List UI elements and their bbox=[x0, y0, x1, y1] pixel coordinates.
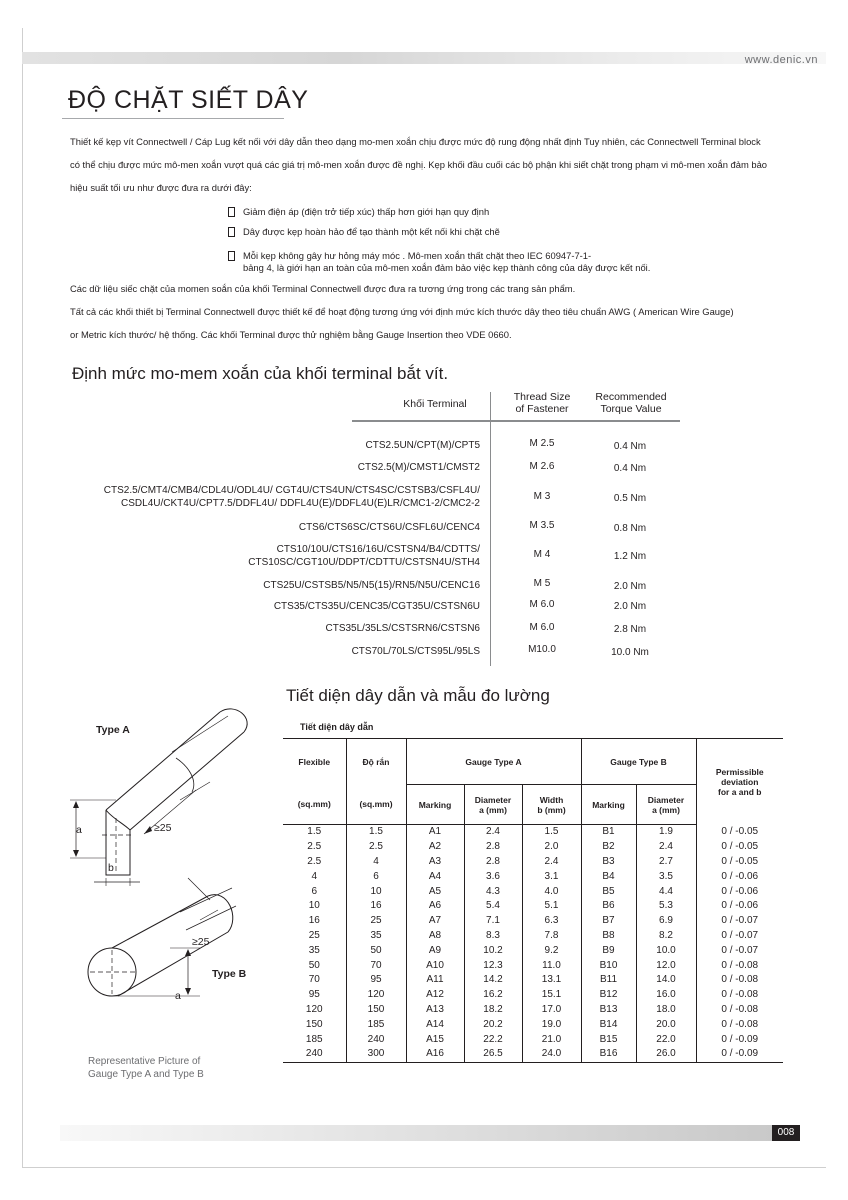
table-cell: 20.0 bbox=[636, 1017, 696, 1032]
table-cell: 185 bbox=[305, 1033, 323, 1045]
table-cell: 8.3 bbox=[464, 929, 522, 944]
table-cell: 70 bbox=[346, 958, 406, 973]
bullet-item: Mỗi kẹp không gây hư hỏng máy móc . Mô-men xoắn thất chặt theo IEC 60947-7-1- bảng 4, là giới hạn an toàn của mô-men xoắn đảm bảo việc kẹp thành công của dây được kết nối. bbox=[228, 250, 788, 274]
table-row bbox=[283, 884, 783, 899]
table-cell: 0 / -0.08 bbox=[696, 1017, 783, 1032]
intro-paragraph-1: Thiết kế kẹp vít Connectwell / Cáp Lug kết nối với dây dẫn theo dạng mo-men xoắn chịu được mức độ rung động nhất định Tuy nhiên, các Connectwell Terminal block có thể chịu được mức mô-men xoắn vượt quá các giá trị mô-men xoắn được đề nghị. Kẹp khối đầu cuối các bộ phận khi siết chặt trong phạm vi mô-men xoắn đảm bảo hiệu suất tối ưu như được đưa ra dưới đây: bbox=[70, 136, 768, 193]
torque-row-value: 0.5 Nm bbox=[613, 493, 647, 504]
table-cell: 4.3 bbox=[464, 884, 522, 899]
table-cell: 50 bbox=[346, 943, 406, 958]
torque-row-value: 2.0 Nm bbox=[613, 601, 647, 612]
table-cell: 95 bbox=[308, 989, 320, 1001]
table-cell: 2.5 bbox=[346, 840, 406, 855]
table-cell: B10 bbox=[581, 958, 636, 973]
table-cell: 0 / -0.06 bbox=[696, 899, 783, 914]
table-cell: B7 bbox=[581, 914, 636, 929]
table-cell: 12.3 bbox=[464, 958, 522, 973]
torque-row-terminal: CTS35L/35LS/CSTSRN6/CSTSN6 bbox=[325, 623, 480, 634]
table-row bbox=[283, 869, 783, 884]
bullet-item: Giảm điện áp (điện trở tiếp xúc) thấp hơn giới hạn quy định bbox=[228, 206, 788, 218]
table-cell: 6.3 bbox=[522, 914, 581, 929]
table-cell: 0 / -0.05 bbox=[696, 855, 783, 870]
table-cell: 3.6 bbox=[464, 869, 522, 884]
table-cell: 21.0 bbox=[522, 1032, 581, 1047]
intro-paragraph-3: Tất cả các khối thiết bị Terminal Connectwell được thiết kế để hoạt động tương ứng với định mức kích thước dây theo tiêu chuẩn AWG ( American Wire Gauge) or Metric kích thước/ hệ thống. Các khối Terminal được thử nghiệm bằng Gauge Insertion theo VDE 0660. bbox=[70, 306, 734, 340]
table-cell: 7.1 bbox=[464, 914, 522, 929]
table-cell: 19.0 bbox=[522, 1017, 581, 1032]
table-cell: 0 / -0.08 bbox=[696, 973, 783, 988]
page-title: ĐỘ CHẶT SIẾT DÂY bbox=[68, 86, 309, 114]
torque-section-title: Định mức mo-mem xoắn của khối terminal bắt vít. bbox=[72, 364, 449, 383]
table-row bbox=[283, 1047, 783, 1062]
table-cell: A4 bbox=[406, 869, 464, 884]
table-cell: A14 bbox=[406, 1017, 464, 1032]
gauge-table-body bbox=[283, 825, 783, 1063]
checkbox-icon bbox=[228, 227, 235, 237]
site-url: www.denic.vn bbox=[744, 54, 818, 66]
table-cell: A5 bbox=[406, 884, 464, 899]
table-cell: 16 bbox=[308, 915, 320, 927]
table-cell: 26.0 bbox=[636, 1047, 696, 1062]
table-cell: 70 bbox=[308, 974, 320, 986]
header-marking-b: Marking bbox=[581, 785, 636, 825]
torque-row-thread: M 3 bbox=[533, 491, 551, 502]
table-row bbox=[283, 1032, 783, 1047]
length-label-a: ≥25 bbox=[154, 822, 172, 834]
torque-row-value: 2.8 Nm bbox=[613, 624, 647, 635]
torque-row-value: 1.2 Nm bbox=[613, 551, 647, 562]
table-cell: B16 bbox=[581, 1047, 636, 1062]
table-cell: 4 bbox=[311, 870, 318, 882]
table-cell: B4 bbox=[581, 869, 636, 884]
table-cell: 0 / -0.07 bbox=[696, 929, 783, 944]
table-cell: 50 bbox=[308, 959, 320, 971]
table-cell: 22.2 bbox=[464, 1032, 522, 1047]
torque-row-value: 0.8 Nm bbox=[613, 523, 647, 534]
table-cell: 0 / -0.05 bbox=[696, 840, 783, 855]
table-cell: 2.7 bbox=[636, 855, 696, 870]
table-cell: B14 bbox=[581, 1017, 636, 1032]
type-a-label: Type A bbox=[96, 724, 130, 736]
table-cell: 17.0 bbox=[522, 1003, 581, 1018]
diagram-caption: Representative Picture of Gauge Type A and Type B bbox=[88, 1056, 204, 1080]
title-underline bbox=[62, 118, 284, 119]
table-cell: 6.9 bbox=[636, 914, 696, 929]
header-marking-a: Marking bbox=[406, 785, 464, 825]
table-cell: 16.2 bbox=[464, 988, 522, 1003]
torque-row-terminal: CTS2.5(M)/CMST1/CMST2 bbox=[357, 462, 480, 473]
page-number: 008 bbox=[772, 1125, 800, 1141]
table-cell: 14.0 bbox=[636, 973, 696, 988]
table-cell: 2.4 bbox=[636, 840, 696, 855]
table-cell: 185 bbox=[346, 1017, 406, 1032]
table-cell: 16.0 bbox=[636, 988, 696, 1003]
torque-row-terminal: CTS6/CTS6SC/CTS6U/CSFL6U/CENC4 bbox=[298, 522, 480, 533]
gauge-table bbox=[283, 738, 783, 1063]
header-width-a: Width b (mm) bbox=[522, 785, 581, 825]
torque-row-value: 0.4 Nm bbox=[613, 441, 647, 452]
gauge-table-caption: Tiết diện dây dẫn bbox=[300, 722, 374, 732]
checkbox-icon bbox=[228, 207, 235, 217]
table-cell: A9 bbox=[406, 943, 464, 958]
table-row bbox=[283, 855, 783, 870]
table-cell: 20.2 bbox=[464, 1017, 522, 1032]
table-cell: 120 bbox=[346, 988, 406, 1003]
table-cell: 11.0 bbox=[522, 958, 581, 973]
table-cell: 95 bbox=[346, 973, 406, 988]
table-cell: B1 bbox=[581, 825, 636, 840]
table-cell: 5.1 bbox=[522, 899, 581, 914]
gauge-section-title: Tiết diện dây dẫn và mẫu đo lường bbox=[286, 686, 550, 705]
table-cell: A1 bbox=[406, 825, 464, 840]
table-cell: 35 bbox=[308, 944, 320, 956]
table-row bbox=[283, 988, 783, 1003]
table-cell: 12.0 bbox=[636, 958, 696, 973]
header-gauge-a: Gauge Type A bbox=[406, 739, 581, 785]
table-cell: 0 / -0.08 bbox=[696, 958, 783, 973]
table-cell: 9.2 bbox=[522, 943, 581, 958]
table-cell: A12 bbox=[406, 988, 464, 1003]
table-cell: 35 bbox=[346, 929, 406, 944]
table-cell: 26.5 bbox=[464, 1047, 522, 1062]
table-cell: 7.8 bbox=[522, 929, 581, 944]
table-cell: 0 / -0.08 bbox=[696, 988, 783, 1003]
torque-row-thread: M 6.0 bbox=[529, 599, 555, 610]
footer-band bbox=[60, 1125, 772, 1141]
table-cell: 4.0 bbox=[522, 884, 581, 899]
table-row bbox=[283, 1017, 783, 1032]
torque-header-terminal: Khối Terminal bbox=[403, 398, 467, 410]
table-cell: A6 bbox=[406, 899, 464, 914]
table-cell: 1.5 bbox=[522, 825, 581, 840]
header-diameter-a: Diameter a (mm) bbox=[464, 785, 522, 825]
torque-row-terminal: CTS25U/CSTSB5/N5/N5(15)/RN5/N5U/CENC16 bbox=[263, 580, 480, 591]
table-cell: 10 bbox=[308, 900, 320, 912]
table-cell: 2.8 bbox=[464, 855, 522, 870]
table-row bbox=[283, 899, 783, 914]
torque-row-value: 0.4 Nm bbox=[613, 463, 647, 474]
table-cell: B8 bbox=[581, 929, 636, 944]
table-cell: 15.1 bbox=[522, 988, 581, 1003]
table-cell: A8 bbox=[406, 929, 464, 944]
type-b-label: Type B bbox=[212, 968, 247, 980]
table-cell: 5.4 bbox=[464, 899, 522, 914]
table-cell: 3.5 bbox=[636, 869, 696, 884]
table-row bbox=[283, 840, 783, 855]
table-cell: 0 / -0.09 bbox=[696, 1032, 783, 1047]
table-row bbox=[283, 958, 783, 973]
table-row bbox=[283, 825, 783, 840]
table-row bbox=[283, 973, 783, 988]
table-row bbox=[283, 929, 783, 944]
table-cell: A2 bbox=[406, 840, 464, 855]
table-cell: 16 bbox=[346, 899, 406, 914]
torque-row-thread: M 5 bbox=[533, 578, 551, 589]
dimension-b-label: b bbox=[108, 862, 114, 874]
table-cell: 6 bbox=[346, 869, 406, 884]
dimension-a-label: a bbox=[76, 824, 82, 836]
intro-paragraph-2: Các dữ liệu siếc chặt của momen soắn của khối Terminal Connectwell được đưa ra tương ứng trong các trang sản phẩm. bbox=[70, 283, 576, 294]
table-row bbox=[283, 1003, 783, 1018]
table-cell: B6 bbox=[581, 899, 636, 914]
table-cell: 240 bbox=[346, 1032, 406, 1047]
table-cell: 0 / -0.06 bbox=[696, 884, 783, 899]
table-cell: 0 / -0.07 bbox=[696, 943, 783, 958]
bullet-item: Dây được kẹp hoàn hảo để tạo thành một kết nối khi chặt chẽ bbox=[228, 226, 788, 238]
table-cell: 0 / -0.09 bbox=[696, 1047, 783, 1062]
table-row bbox=[283, 943, 783, 958]
torque-row-terminal: CTS70L/70LS/CTS95L/95LS bbox=[351, 646, 480, 657]
table-cell: 8.2 bbox=[636, 929, 696, 944]
header-unit: (sq.mm) bbox=[346, 785, 406, 825]
table-cell: A11 bbox=[406, 973, 464, 988]
torque-row-value: 2.0 Nm bbox=[613, 581, 647, 592]
checkbox-icon bbox=[228, 251, 235, 261]
table-cell: A7 bbox=[406, 914, 464, 929]
table-cell: 0 / -0.06 bbox=[696, 869, 783, 884]
torque-column-divider bbox=[490, 392, 491, 666]
torque-row-thread: M 2.6 bbox=[529, 461, 555, 472]
header-gauge-b: Gauge Type B bbox=[581, 739, 696, 785]
table-cell: B2 bbox=[581, 840, 636, 855]
table-cell: 10.2 bbox=[464, 943, 522, 958]
table-cell: B12 bbox=[581, 988, 636, 1003]
table-cell: B5 bbox=[581, 884, 636, 899]
table-cell: 1.9 bbox=[636, 825, 696, 840]
torque-header-thread: Thread Size of Fastener bbox=[513, 391, 571, 415]
torque-row-thread: M10.0 bbox=[528, 644, 556, 655]
torque-row-terminal: CTS2.5UN/CPT(M)/CPT5 bbox=[365, 440, 480, 451]
table-cell: B13 bbox=[581, 1003, 636, 1018]
table-cell: 300 bbox=[346, 1047, 406, 1062]
table-cell: 2.5 bbox=[307, 841, 322, 853]
table-cell: 1.5 bbox=[346, 825, 406, 840]
torque-row-value: 10.0 Nm bbox=[611, 647, 649, 658]
table-cell: 4 bbox=[346, 855, 406, 870]
torque-row-terminal: CTS35/CTS35U/CENC35/CGT35U/CSTSN6U bbox=[273, 601, 480, 612]
table-cell: A3 bbox=[406, 855, 464, 870]
table-cell: 0 / -0.05 bbox=[696, 825, 783, 840]
table-cell: 18.0 bbox=[636, 1003, 696, 1018]
table-cell: 13.1 bbox=[522, 973, 581, 988]
torque-header-value: Recommended Torque Value bbox=[595, 391, 667, 415]
header-flexible: Flexible bbox=[283, 739, 346, 785]
table-cell: 6 bbox=[311, 885, 318, 897]
table-cell: 2.0 bbox=[522, 840, 581, 855]
table-cell: 18.2 bbox=[464, 1003, 522, 1018]
table-cell: 0 / -0.07 bbox=[696, 914, 783, 929]
table-cell: B15 bbox=[581, 1032, 636, 1047]
header-diameter-b: Diameter a (mm) bbox=[636, 785, 696, 825]
table-cell: 0 / -0.08 bbox=[696, 1003, 783, 1018]
torque-row-thread: M 2.5 bbox=[529, 438, 555, 449]
table-cell: 150 bbox=[305, 1018, 323, 1030]
table-cell: B11 bbox=[581, 973, 636, 988]
torque-row-thread: M 4 bbox=[533, 549, 551, 560]
torque-header-rule bbox=[352, 420, 680, 422]
table-cell: 14.2 bbox=[464, 973, 522, 988]
header-solid: Độ rắn bbox=[346, 739, 406, 785]
length-label-b: ≥25 bbox=[192, 936, 210, 948]
table-cell: 3.1 bbox=[522, 869, 581, 884]
table-cell: B3 bbox=[581, 855, 636, 870]
table-cell: 150 bbox=[346, 1003, 406, 1018]
gauge-diagram bbox=[60, 700, 280, 1040]
header-deviation: Permissible deviation for a and b bbox=[696, 739, 783, 825]
dimension-a-label-b: a bbox=[175, 990, 181, 1002]
table-cell: A15 bbox=[406, 1032, 464, 1047]
table-cell: 5.3 bbox=[636, 899, 696, 914]
table-cell: 2.4 bbox=[522, 855, 581, 870]
torque-row-terminal: CTS2.5/CMT4/CMB4/CDL4U/ODL4U/ CGT4U/CTS4UN/CTS4SC/CSTSB3/CSFL4U/ CSDL4U/CKT4U/CPT7.5/DDFL4U/ DDFL4U(E)/DDFL4U(E)LR/CMC1-2/CMC2-2 bbox=[103, 485, 480, 509]
table-cell: 10.0 bbox=[636, 943, 696, 958]
table-cell: 2.4 bbox=[464, 825, 522, 840]
table-cell: 24.0 bbox=[522, 1047, 581, 1062]
table-cell: 22.0 bbox=[636, 1032, 696, 1047]
torque-row-terminal: CTS10/10U/CTS16/16U/CSTSN4/B4/CDTTS/ CTS10SC/CGT10U/DDPT/CDTTU/CSTSN4U/STH4 bbox=[248, 544, 480, 568]
table-row bbox=[283, 914, 783, 929]
table-cell: 120 bbox=[305, 1003, 323, 1015]
table-cell: 25 bbox=[308, 929, 320, 941]
header-band bbox=[22, 52, 826, 64]
table-cell: 4.4 bbox=[636, 884, 696, 899]
table-cell: A13 bbox=[406, 1003, 464, 1018]
table-cell: 10 bbox=[346, 884, 406, 899]
table-cell: 240 bbox=[283, 1047, 346, 1062]
table-cell: 1.5 bbox=[307, 826, 322, 838]
torque-row-thread: M 6.0 bbox=[529, 622, 555, 633]
torque-row-thread: M 3.5 bbox=[529, 520, 555, 531]
table-cell: 2.5 bbox=[307, 855, 322, 867]
table-cell: A16 bbox=[406, 1047, 464, 1062]
header-unit: (sq.mm) bbox=[283, 785, 346, 825]
table-cell: B9 bbox=[581, 943, 636, 958]
table-cell: 2.8 bbox=[464, 840, 522, 855]
table-cell: A10 bbox=[406, 958, 464, 973]
table-cell: 25 bbox=[346, 914, 406, 929]
